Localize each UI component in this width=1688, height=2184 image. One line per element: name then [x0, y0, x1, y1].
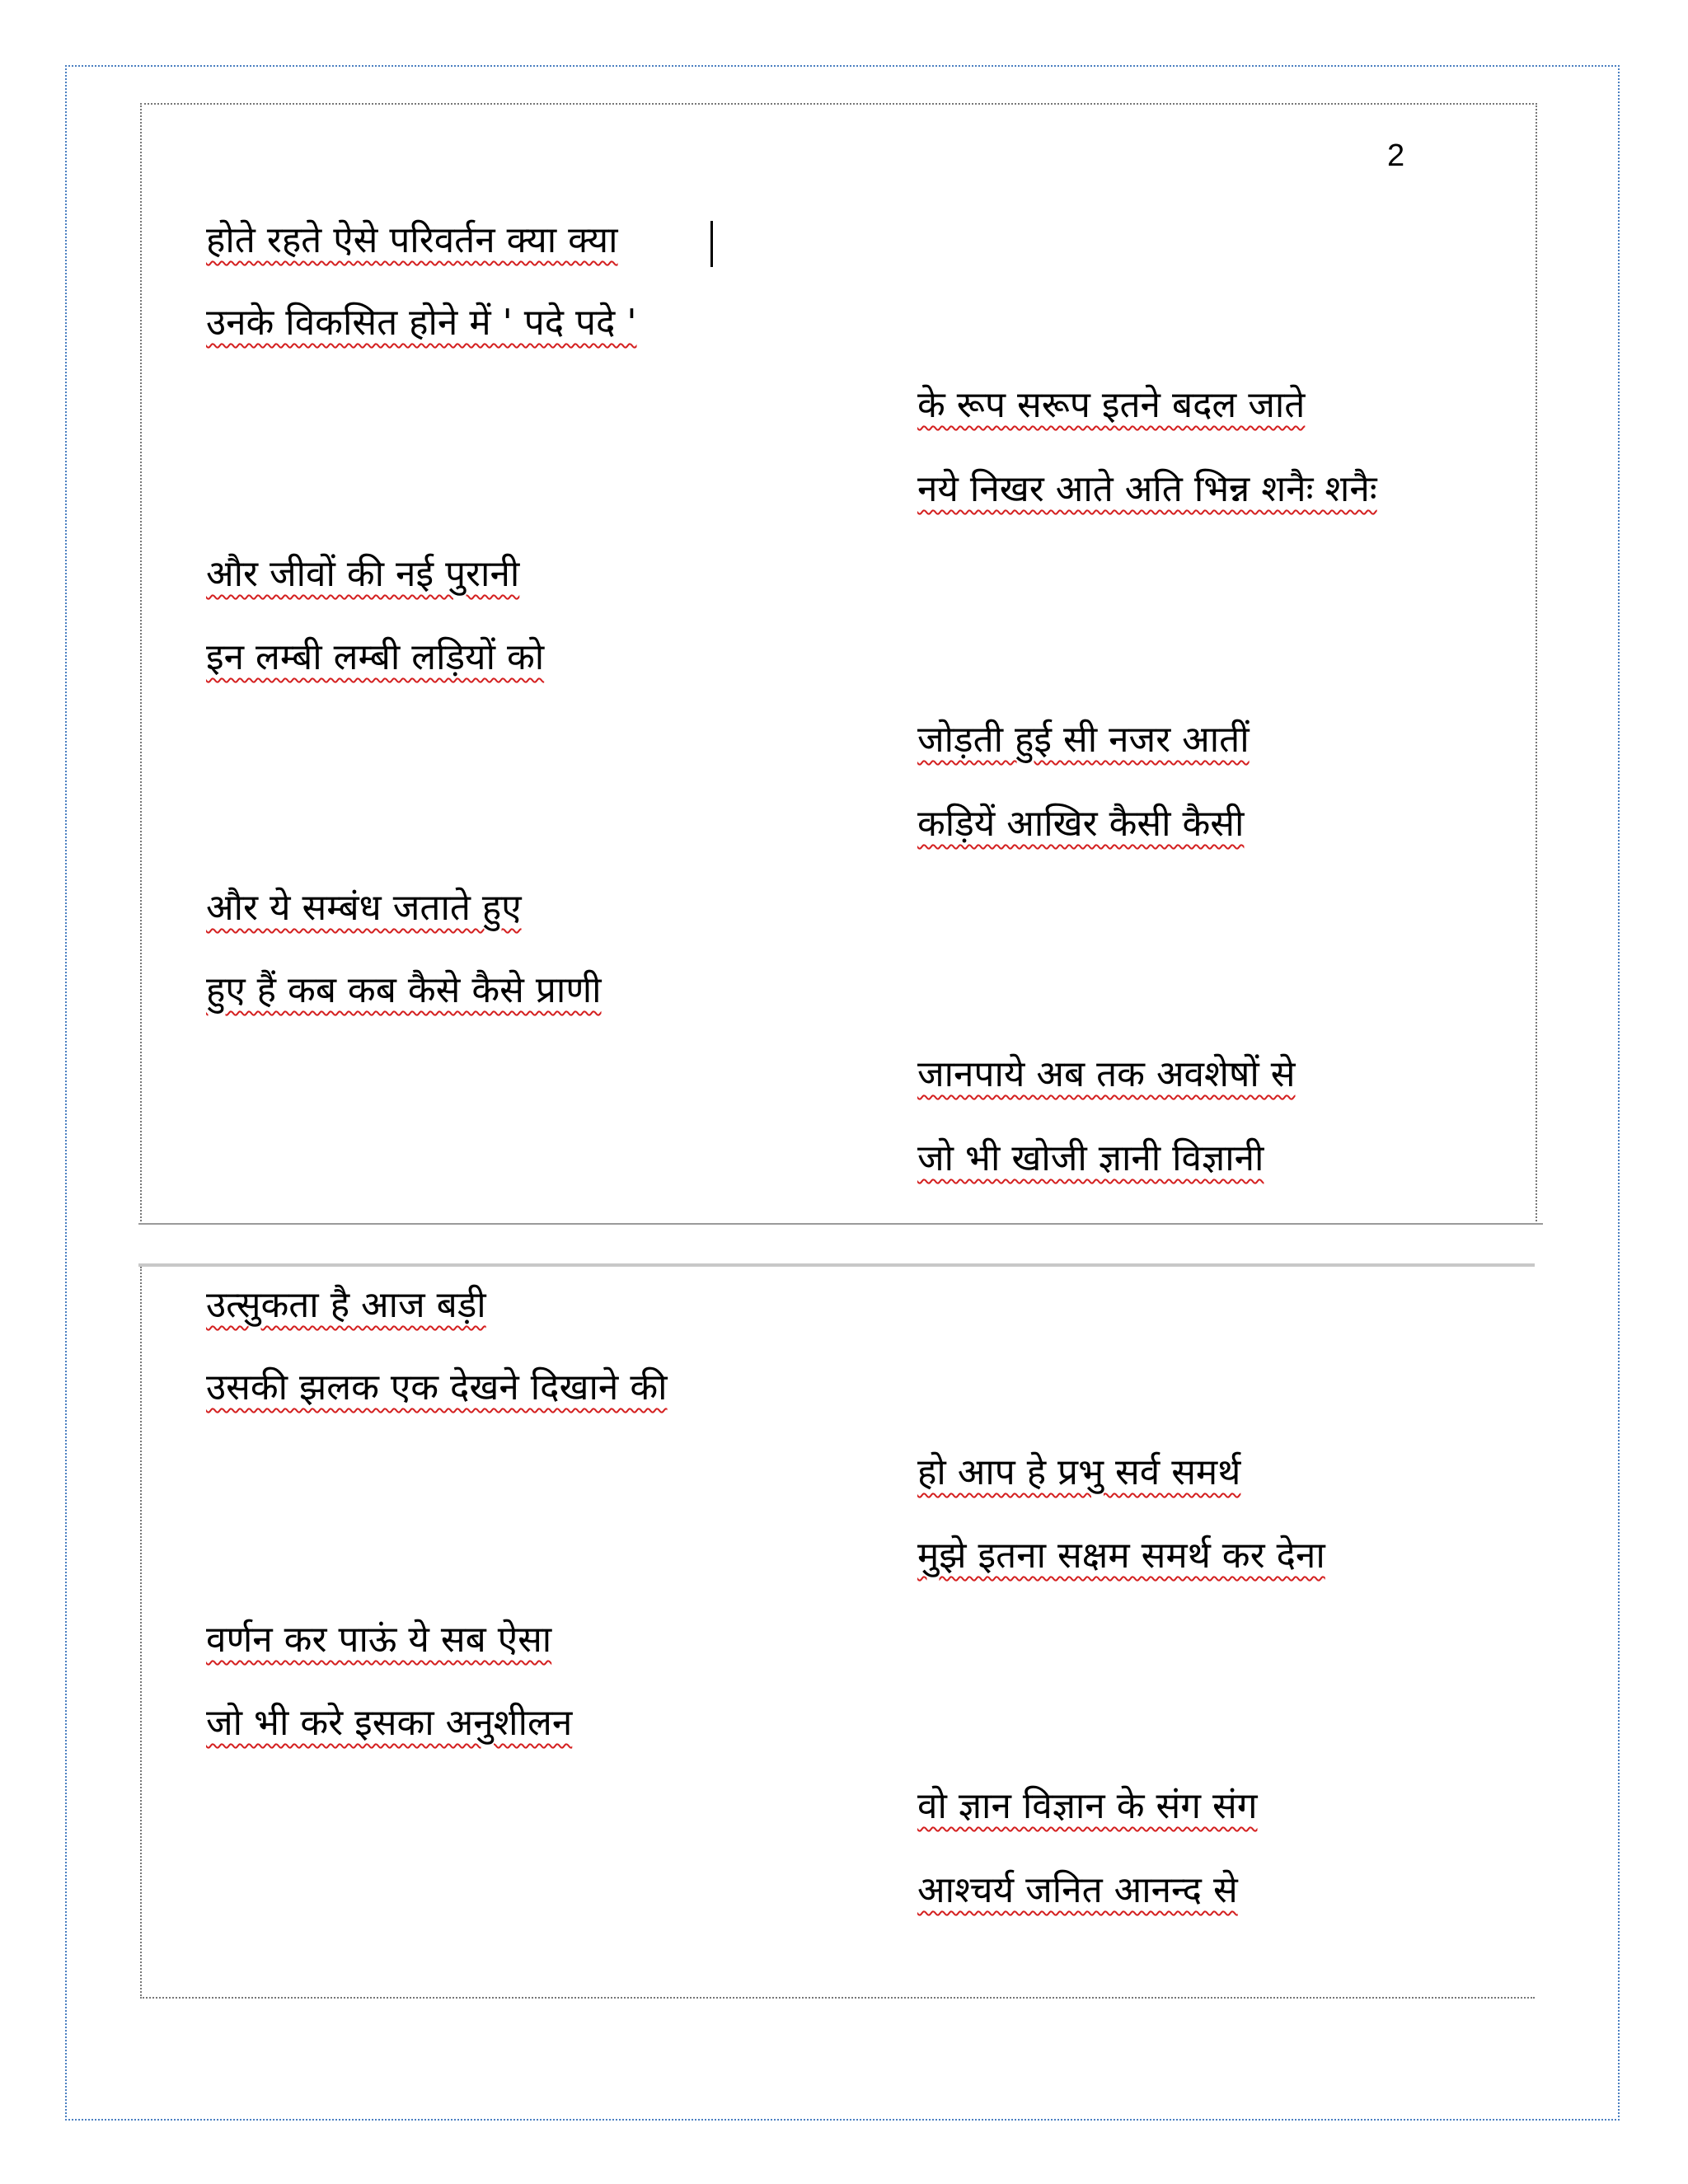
verse-line[interactable]: कड़ियें आखिर कैसी कैसी [917, 803, 1245, 845]
verse-line[interactable]: मुझे इतना सक्षम समर्थ कर देना [917, 1535, 1325, 1577]
verse-line[interactable]: जानपाये अब तक अवशेषों से [917, 1053, 1296, 1095]
verse-line[interactable]: हुए हैं कब कब कैसे कैसे प्राणी [206, 969, 602, 1011]
verse-line[interactable]: के रूप सरूप इतने बदल जाते [917, 384, 1306, 426]
verse-line[interactable]: हो आप हे प्रभु सर्व समर्थ [917, 1451, 1241, 1493]
verse-line[interactable]: उत्सुकता है आज बड़ी [206, 1284, 486, 1326]
verse-line[interactable]: उसकी झलक एक देखने दिखाने की [206, 1366, 668, 1408]
verse-line[interactable]: नये निखर आते अति भिन्न शनैः शनैः [917, 468, 1377, 510]
verse-line[interactable]: वर्णन कर पाऊं ये सब ऐसा [206, 1619, 552, 1661]
verse-line[interactable]: आश्चर्य जनित आनन्द से [917, 1869, 1238, 1911]
verse-line[interactable]: जो भी करे इसका अनुशीलन [206, 1702, 573, 1744]
verse-line[interactable]: वो ज्ञान विज्ञान के संग संग [917, 1785, 1258, 1827]
verse-line[interactable]: इन लम्बी लम्बी लड़ियों को [206, 636, 545, 678]
verse-line[interactable]: और जीवों की नई पुरानी [206, 553, 520, 595]
verse-line[interactable]: उनके विकसित होने में ' पदे पदे ' [206, 302, 637, 344]
page-number: 2 [1387, 138, 1405, 173]
verse-line[interactable]: जोड़ती हुई सी नजर आतीं [917, 719, 1250, 761]
verse-line[interactable]: और ये सम्बंध जताते हुए [206, 887, 522, 929]
verse-line[interactable]: होते रहते ऐसे परिवर्तन क्या क्या [206, 219, 618, 261]
verse-line[interactable]: जो भी खोजी ज्ञानी विज्ञानी [917, 1137, 1264, 1179]
page-break-divider [138, 1223, 1543, 1225]
text-cursor [710, 221, 713, 267]
